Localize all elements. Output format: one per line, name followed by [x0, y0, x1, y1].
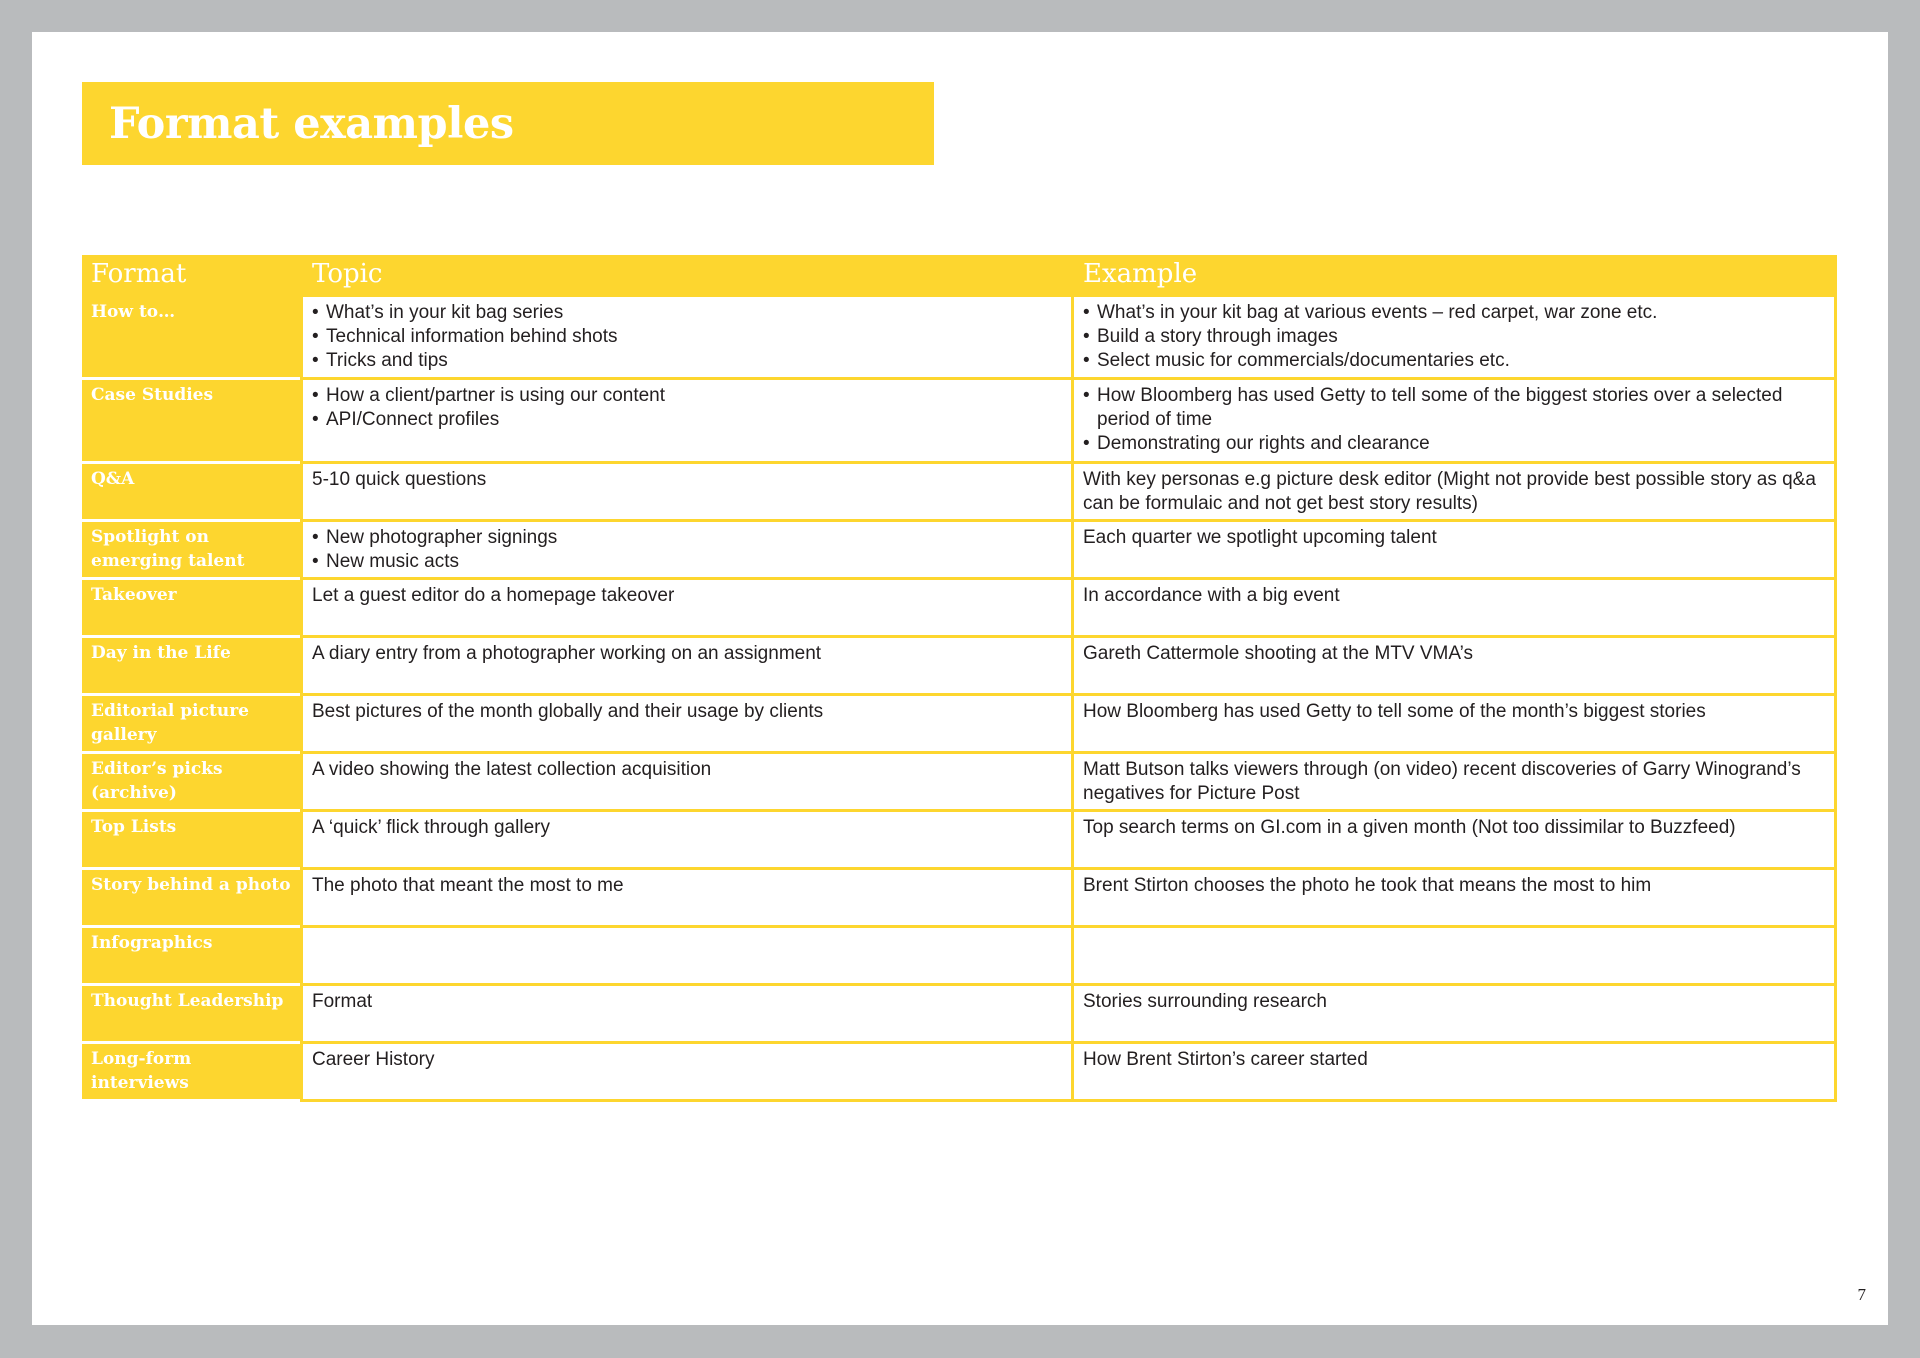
example-cell: How Brent Stirton’s career started: [1074, 1044, 1834, 1099]
topic-cell: [303, 928, 1071, 983]
format-cell: Takeover: [82, 580, 300, 635]
example-bullet-item: • Demonstrating our rights and clearance: [1083, 432, 1824, 456]
format-cell: Long-form interviews: [82, 1044, 300, 1099]
format-cell: Editor’s picks (archive): [82, 754, 300, 809]
example-bullet-item: • Build a story through images: [1083, 325, 1824, 349]
topic-cell: A video showing the latest collection acquisition: [303, 754, 1071, 809]
topic-bullet-item: • Technical information behind shots: [312, 325, 1061, 349]
format-cell: Story behind a photo: [82, 870, 300, 925]
column-header-example: Example: [1074, 255, 1834, 294]
topic-bullet-list: [312, 301, 1061, 373]
example-cell: Stories surrounding research: [1074, 986, 1834, 1041]
page-title: Format examples: [109, 98, 514, 149]
column-header-topic: Topic: [303, 255, 1071, 294]
example-bullet-item: • How Bloomberg has used Getty to tell some of the biggest stories over a selected period of time: [1083, 384, 1824, 432]
topic-bullet-item: • New photographer signings: [312, 526, 1061, 550]
format-cell: How to…: [82, 297, 300, 377]
topic-cell: A diary entry from a photographer working on an assignment: [303, 638, 1071, 693]
topic-cell: Format: [303, 986, 1071, 1041]
topic-cell: The photo that meant the most to me: [303, 870, 1071, 925]
topic-bullet-item: • Tricks and tips: [312, 349, 1061, 373]
example-cell: Top search terms on GI.com in a given month (Not too dissimilar to Buzzfeed): [1074, 812, 1834, 867]
topic-cell: Career History: [303, 1044, 1071, 1099]
format-cell: Spotlight on emerging talent: [82, 522, 300, 577]
example-cell: [1074, 928, 1834, 983]
example-cell: Each quarter we spotlight upcoming talent: [1074, 522, 1834, 577]
format-cell: Day in the Life: [82, 638, 300, 693]
example-cell: [1074, 297, 1834, 377]
format-cell: Editorial picture gallery: [82, 696, 300, 751]
example-cell: How Bloomberg has used Getty to tell some of the month’s biggest stories: [1074, 696, 1834, 751]
topic-cell: [303, 380, 1071, 461]
topic-bullet-item: • New music acts: [312, 550, 1061, 574]
topic-cell: A ‘quick’ flick through gallery: [303, 812, 1071, 867]
example-bullet-item: • Select music for commercials/documentaries etc.: [1083, 349, 1824, 373]
example-cell: In accordance with a big event: [1074, 580, 1834, 635]
example-cell: Brent Stirton chooses the photo he took that means the most to him: [1074, 870, 1834, 925]
example-bullet-item: • What’s in your kit bag at various events – red carpet, war zone etc.: [1083, 301, 1824, 325]
format-examples-table: [82, 255, 1837, 1102]
format-cell: Q&A: [82, 464, 300, 519]
example-cell: [1074, 380, 1834, 461]
example-cell: Gareth Cattermole shooting at the MTV VMA’s: [1074, 638, 1834, 693]
topic-cell: Let a guest editor do a homepage takeover: [303, 580, 1071, 635]
topic-bullet-item: • How a client/partner is using our content: [312, 384, 1061, 408]
title-banner: [82, 82, 934, 165]
example-bullet-list: [1083, 301, 1824, 373]
document-page: [32, 32, 1888, 1325]
topic-cell: 5-10 quick questions: [303, 464, 1071, 519]
column-header-format: Format: [82, 255, 300, 294]
format-cell: Infographics: [82, 928, 300, 983]
format-cell: Case Studies: [82, 380, 300, 461]
format-cell: Top Lists: [82, 812, 300, 867]
topic-bullet-item: • API/Connect profiles: [312, 408, 1061, 432]
topic-bullet-item: • What’s in your kit bag series: [312, 301, 1061, 325]
example-cell: With key personas e.g picture desk editor (Might not provide best possible story as q&a can be formulaic and not get best story results): [1074, 464, 1834, 519]
topic-bullet-list: [312, 526, 1061, 574]
topic-cell: Best pictures of the month globally and their usage by clients: [303, 696, 1071, 751]
format-cell: Thought Leadership: [82, 986, 300, 1041]
topic-cell: [303, 297, 1071, 377]
example-cell: Matt Butson talks viewers through (on video) recent discoveries of Garry Winogrand’s negatives for Picture Post: [1074, 754, 1834, 809]
topic-cell: [303, 522, 1071, 577]
page-number: 7: [1857, 1285, 1866, 1304]
example-bullet-list: [1083, 384, 1824, 456]
topic-bullet-list: [312, 384, 1061, 432]
